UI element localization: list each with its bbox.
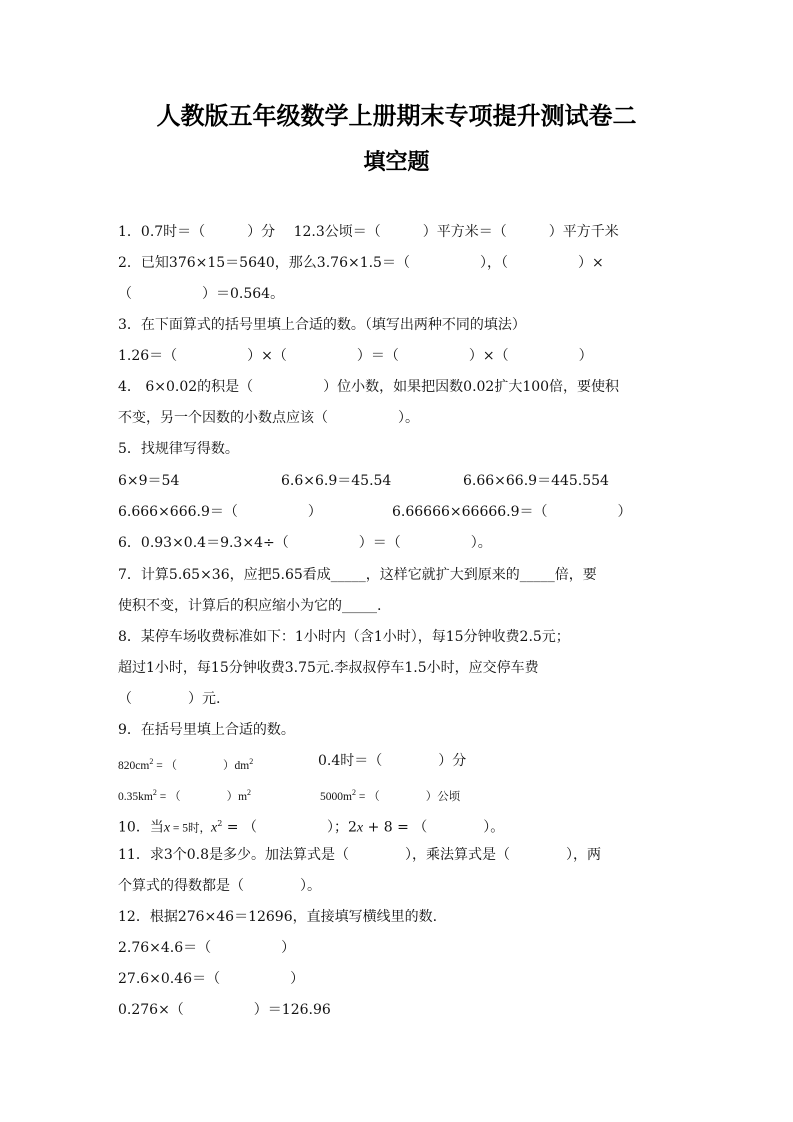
question-12-line-2: 2.76×4.6＝（ ） <box>118 940 296 956</box>
question-2-line-2: （ ）＝0.564。 <box>118 286 285 302</box>
question-12-line-3: 27.6×0.46＝（ ） <box>118 971 305 987</box>
question-5-line-1: 5．找规律写得数。 <box>118 441 239 457</box>
question-6: 6．0.93×0.4＝9.3×4÷（ ）＝（ ）。 <box>118 535 492 551</box>
question-9-area-1: $820cm^2$ = （ ）$dm^2$ <box>118 757 254 772</box>
question-5-blank-2: 6.66666×66666.9＝（ ） <box>392 504 632 520</box>
document-title: 人教版五年级数学上册期末专项提升测试卷二 <box>156 102 637 130</box>
question-9-time: 0.4时＝（ ）分 <box>318 753 467 769</box>
question-2-line-1: 2．已知376×15＝5640，那么3.76×1.5＝（ ），（ ）× <box>118 255 604 271</box>
question-5-example-3: 6.66×66.9＝445.554 <box>463 473 609 489</box>
question-11-line-1: 11．求3个0.8是多少。加法算式是（ ），乘法算式是（ ），两 <box>118 847 601 863</box>
question-10: 10．当x = 5时，$x^2$ = （ ）；2x + 8 = （ ）。 <box>118 819 505 836</box>
question-5-blank-1: 6.666×666.9＝（ ） <box>118 504 322 520</box>
question-12-line-4: 0.276×（ ）＝126.96 <box>118 1002 331 1018</box>
question-8-line-2: 超过1小时，每15分钟收费3.75元.李叔叔停车1.5小时，应交停车费 <box>118 660 539 676</box>
question-9-area-3: $5000m^2$ = （ ）公顷 <box>320 788 461 803</box>
question-4-line-2: 不变，另一个因数的小数点应该（ ）。 <box>118 410 419 426</box>
question-1: 1．0.7时＝（ ）分 12.3公顷＝（ ）平方米＝（ ）平方千米 <box>118 224 619 240</box>
question-7-line-2: 使积不变，计算后的积应缩小为它的_____. <box>118 598 382 614</box>
question-4-line-1: 4． 6×0.02的积是（ ）位小数，如果把因数0.02扩大100倍，要使积 <box>118 379 620 395</box>
question-5-example-1: 6×9＝54 <box>118 473 180 489</box>
question-11-line-2: 个算式的得数都是（ ）。 <box>118 878 321 894</box>
question-9-line-1: 9．在括号里填上合适的数。 <box>118 722 295 738</box>
question-8-line-1: 8．某停车场收费标准如下：1小时内（含1小时），每15分钟收费2.5元； <box>118 629 570 645</box>
question-12-line-1: 12．根据276×46＝12696，直接填写横线里的数. <box>118 909 438 925</box>
question-3-line-1: 3．在下面算式的括号里填上合适的数。（填写出两种不同的填法） <box>118 317 526 333</box>
question-9-area-2: $0.35km^2$ = （ ）$m^2$ <box>118 788 252 803</box>
question-7-line-1: 7．计算5.65×36，应把5.65看成_____，这样它就扩大到原来的_____倍，要 <box>118 567 597 583</box>
question-5-example-2: 6.6×6.9＝45.54 <box>281 473 392 489</box>
question-3-line-2: 1.26＝（ ）×（ ）＝（ ）×（ ） <box>118 348 593 364</box>
document-subtitle: 填空题 <box>363 150 430 175</box>
question-8-line-3: （ ）元. <box>118 691 221 707</box>
